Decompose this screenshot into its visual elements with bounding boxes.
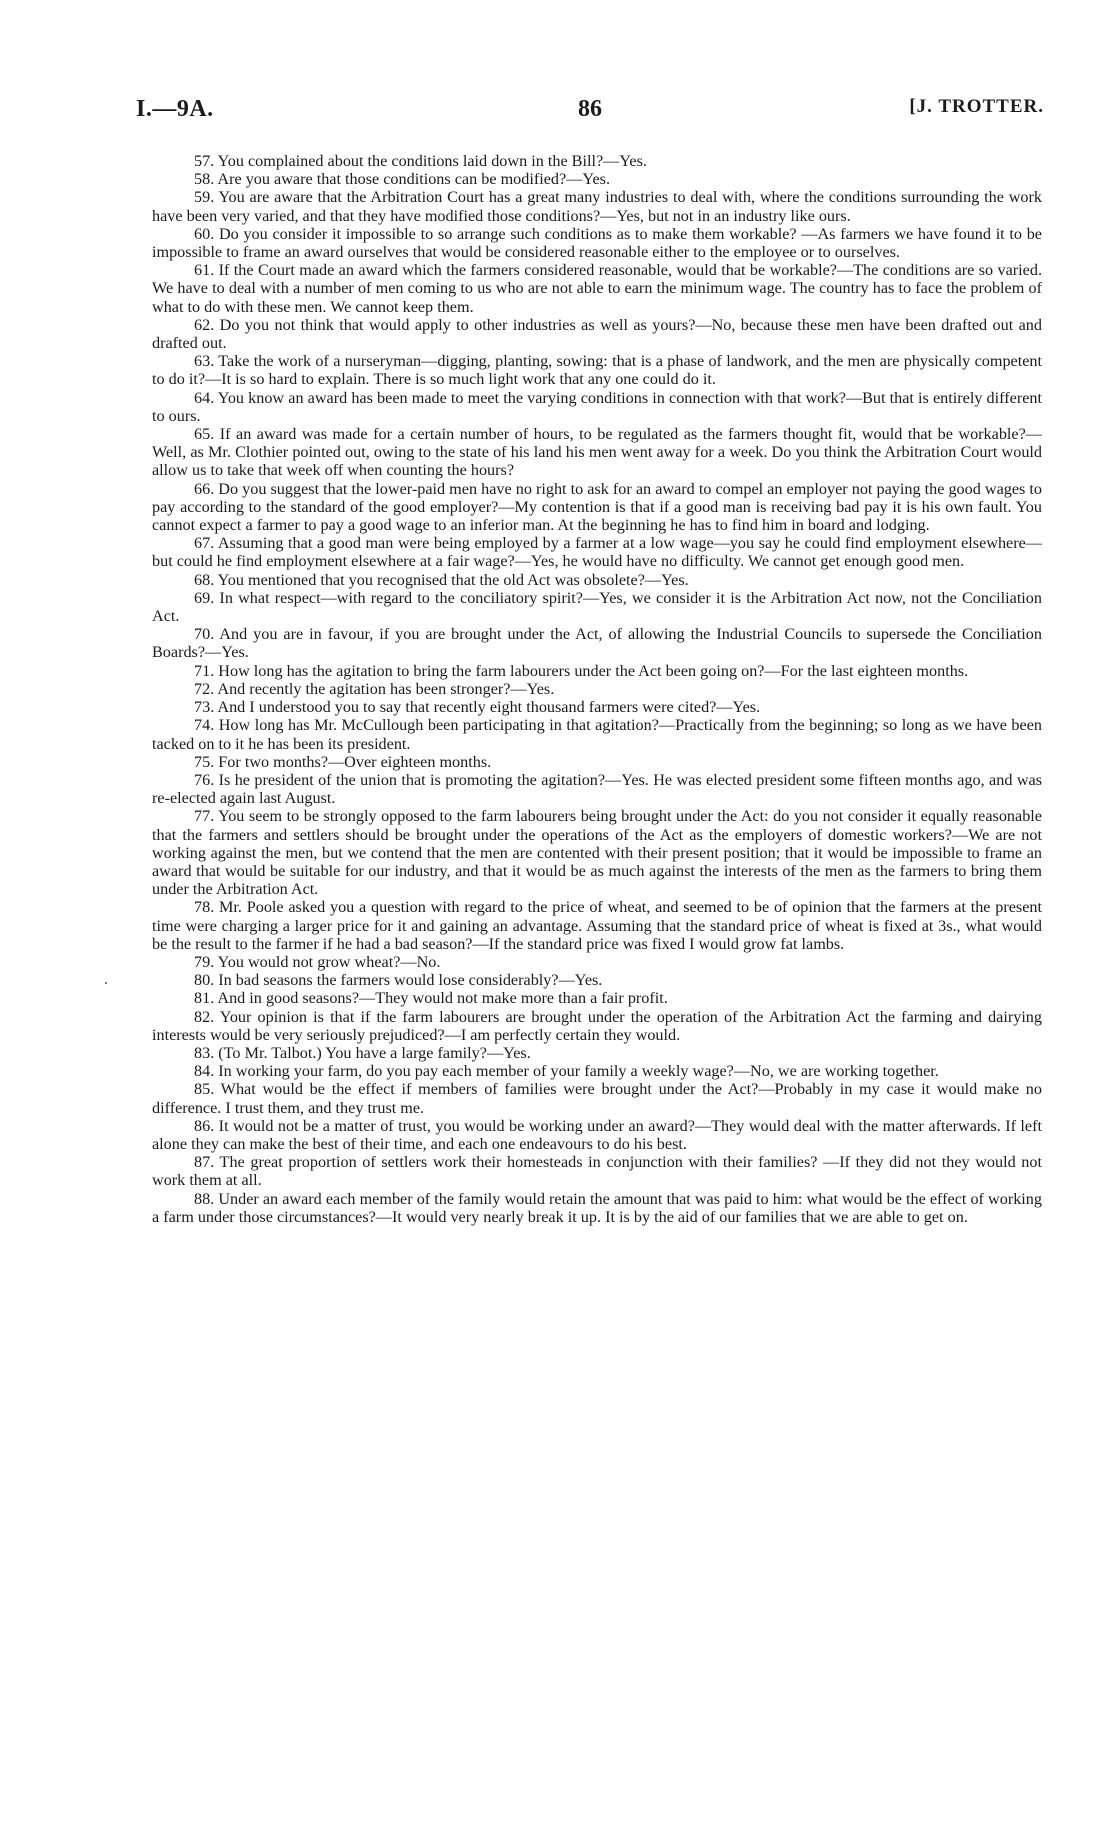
- question-80: 80. In bad seasons the farmers would lose considerably?—Yes.: [194, 971, 603, 990]
- question-83: 83. (To Mr. Talbot.) You have a large family?—Yes.: [194, 1043, 531, 1062]
- question-73: 73. And I understood you to say that recently eight thousand farmers were cited?—Yes.: [194, 698, 761, 717]
- question-74: 74. How long has Mr. McCullough been participating in that agitation?—Practically from the beginning; so long as we have been tacked on to it he has been its president.: [152, 716, 1042, 753]
- scan-speck: [105, 982, 107, 984]
- question-65: 65. If an award was made for a certain number of hours, to be regulated as the farmers thought fit, would that be workable?—Well, as Mr. Clothier pointed out, owing to the state of his land his men went away for a week. Do you think the Arbitration Court would allow us to take that week off when counting the hours?: [152, 425, 1042, 480]
- question-75: 75. For two months?—Over eighteen months.: [194, 752, 492, 771]
- question-58: 58. Are you aware that those conditions can be modified?—Yes.: [194, 170, 610, 189]
- document-reference: I.—9A.: [136, 96, 214, 122]
- question-57: 57. You complained about the conditions laid down in the Bill?—Yes.: [194, 152, 647, 170]
- question-86: 86. It would not be a matter of trust, you would be working under an award?—They would deal with the matter afterwards. If left alone they can make the best of their time, and each one endeavours to do his best.: [152, 1116, 1042, 1153]
- question-88: 88. Under an award each member of the family would retain the amount that was paid to him: what would be the effect of working a farm under those circumstances?—It would very nearly break it up. It is by the aid of our families that we are able to get on.: [152, 1189, 1042, 1226]
- question-71: 71. How long has the agitation to bring the farm labourers under the Act been going on?—For the last eighteen months.: [194, 661, 969, 680]
- question-79: 79. You would not grow wheat?—No.: [194, 952, 441, 971]
- question-78: 78. Mr. Poole asked you a question with regard to the price of wheat, and seemed to be of opinion that the farmers at the present time were charging a larger price for it and gaining an advantage. Assuming that the standard price of wheat is fixed at 3s., what would be the result to the farmer if he had a bad season?—If the standard price was fixed I would grow fat lambs.: [152, 898, 1042, 953]
- page-header: [136, 96, 1044, 130]
- question-82: 82. Your opinion is that if the farm labourers are brought under the operation of the Arbitration Act the farming and dairying interests would be very seriously prejudiced?—I am perfectly certain they would.: [152, 1007, 1042, 1044]
- question-85: 85. What would be the effect if members of families were brought under the Act?—Probably in my case it would make no difference. I trust them, and they trust me.: [152, 1080, 1042, 1117]
- question-60: 60. Do you consider it impossible to so arrange such conditions as to make them workable? —As farmers we have found it to be impossible to frame an award ourselves that would be considered reasonable either to the employee or to ourselves.: [152, 224, 1042, 262]
- witness-name: [J. TROTTER.: [909, 96, 1044, 117]
- question-72: 72. And recently the agitation has been stronger?—Yes.: [194, 679, 555, 698]
- question-67: 67. Assuming that a good man were being employed by a farmer at a low wage—you say he could find employment elsewhere—but could he find employment elsewhere at a fair wage?—Yes, he would have no difficulty. We cannot get enough good men.: [152, 534, 1042, 571]
- page-number: 86: [578, 96, 602, 122]
- testimony-body: [152, 152, 1042, 1226]
- question-69: 69. In what respect—with regard to the conciliatory spirit?—Yes, we consider it is the Arbitration Act now, not the Conciliation Act.: [152, 588, 1042, 626]
- question-62: 62. Do you not think that would apply to other industries as well as yours?—No, because these men have been drafted out and drafted out.: [152, 315, 1042, 353]
- question-87: 87. The great proportion of settlers work their homesteads in conjunction with their families? —If they did not they would not work them at all.: [152, 1153, 1042, 1190]
- question-64: 64. You know an award has been made to meet the varying conditions in connection with that work?—But that is entirely different to ours.: [152, 388, 1042, 425]
- question-70: 70. And you are in favour, if you are brought under the Act, of allowing the Industrial Councils to supersede the Conciliation Boards?—Yes.: [152, 625, 1042, 662]
- question-81: 81. And in good seasons?—They would not make more than a fair profit.: [194, 989, 668, 1008]
- question-84: 84. In working your farm, do you pay each member of your family a weekly wage?—No, we are working together.: [194, 1062, 939, 1081]
- question-66: 66. Do you suggest that the lower-paid men have no right to ask for an award to compel an employer not paying the good wages to pay according to the standard of the good employer?—My contention is that if a good man is receiving bad pay it is his own fault. You cannot expect a farmer to pay a good wage to an inferior man. At the beginning he has to find him in board and lodging.: [152, 479, 1042, 535]
- question-76: 76. Is he president of the union that is promoting the agitation?—Yes. He was elected president some fifteen months ago, and was re-elected again last August.: [152, 770, 1042, 808]
- question-77: 77. You seem to be strongly opposed to the farm labourers being brought under the Act: do you not consider it equally reasonable that the farmers and settlers should be brought under the operations of the Act as the employers of domestic workers?—We are not working against the men, but we contend that the men are contented with their present position; that it would be impossible to frame an award that would be suitable for our industry, and that it would be as much against the interests of the men as the farmers to bring them under the Arbitration Act.: [152, 807, 1042, 899]
- question-59: 59. You are aware that the Arbitration Court has a great many industries to deal with, where the conditions surrounding the work have been very varied, and that they have modified those conditions?—Yes, but not in an industry like ours.: [152, 188, 1042, 225]
- question-61: 61. If the Court made an award which the farmers considered reasonable, would that be workable?—The conditions are so varied. We have to deal with a number of men coming to us who are not able to earn the minimum wage. The country has to face the problem of what to do with these men. We cannot keep them.: [152, 261, 1042, 316]
- question-68: 68. You mentioned that you recognised that the old Act was obsolete?—Yes.: [194, 570, 689, 589]
- question-63: 63. Take the work of a nurseryman—digging, planting, sowing: that is a phase of landwork, and the men are physically competent to do it?—It is so hard to explain. There is so much light work that any one could do it.: [152, 352, 1042, 389]
